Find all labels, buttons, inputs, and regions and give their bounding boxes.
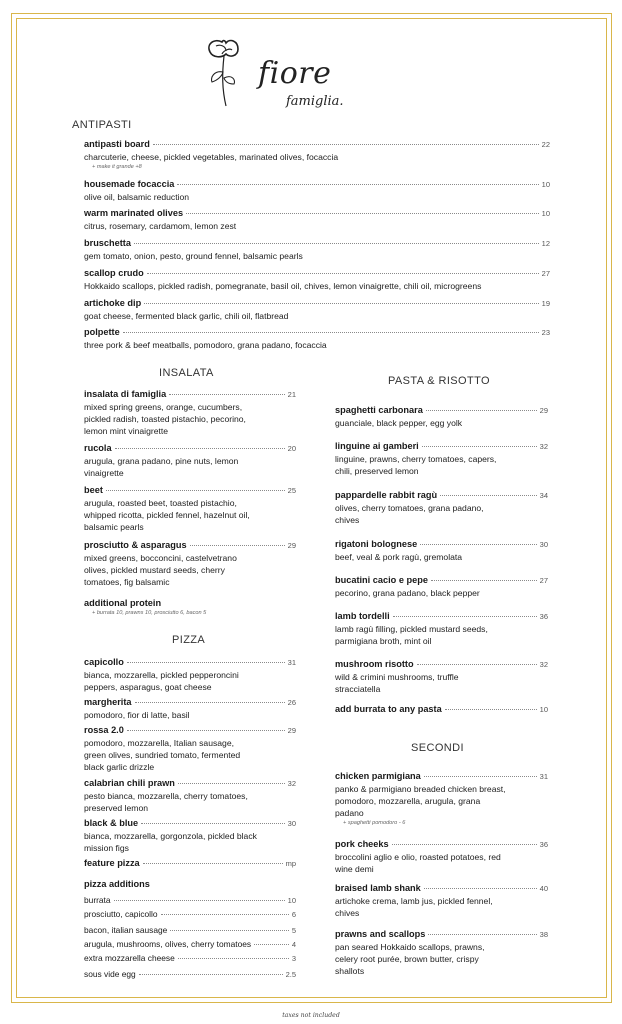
dot-leader [127, 730, 285, 731]
dot-leader [177, 184, 538, 185]
item-description-line: lamb ragù filling, pickled mustard seeds, [335, 624, 488, 634]
item-name: scallop crudo [84, 268, 144, 278]
item-description: three pork & beef meatballs, pomodoro, grana padano, focaccia [84, 340, 327, 350]
addition-name: sous vide egg [84, 969, 136, 979]
item-description-line: olives, pickled mustard seeds, cherry [84, 565, 225, 575]
item-description-line: celery root purée, brown butter, crispy [335, 954, 479, 964]
item-description-line: green olives, sundried tomato, fermented [84, 750, 241, 760]
item-price: 29 [539, 406, 548, 415]
pizza-additions-title [84, 878, 296, 890]
item-name: prawns and scallops [335, 929, 426, 939]
item-description-line: preserved lemon [84, 803, 149, 813]
item-description-line: parmigiana broth, mint oil [335, 636, 432, 646]
item-name: lamb tordelli [335, 611, 390, 621]
item-price: 32 [287, 779, 296, 788]
item-description-line: pomodoro, mozzarella, arugula, grana [335, 796, 481, 806]
addition-name: bacon, italian sausage [84, 925, 168, 935]
addition-name: prosciutto, capicollo [84, 909, 158, 919]
brand-name: fiore [258, 56, 332, 91]
dot-leader [424, 888, 537, 889]
dot-leader [114, 900, 285, 901]
item-name: polpette [84, 327, 120, 337]
menu-item [335, 770, 548, 827]
dot-leader [190, 545, 285, 546]
menu-item [84, 817, 296, 854]
dot-leader [445, 709, 537, 710]
item-name: pork cheeks [335, 839, 389, 849]
menu-item [84, 388, 296, 437]
item-name: beet [84, 485, 103, 495]
menu-item [84, 539, 296, 588]
item-price: 12 [541, 239, 550, 248]
item-name: spaghetti carbonara [335, 405, 423, 415]
menu-item [335, 610, 548, 647]
item-description-line: beef, veal & pork ragù, gremolata [335, 552, 463, 562]
item-description-line: broccolini aglio e olio, roasted potatoes, red [335, 852, 501, 862]
section-title-antipasti: ANTIPASTI [72, 119, 132, 131]
dot-leader [153, 144, 539, 145]
item-description-line: whipped ricotta, pickled fennel, hazelnut oil, [84, 510, 250, 520]
item-price: 29 [287, 726, 296, 735]
item-price: 32 [539, 442, 548, 451]
item-description-line: linguine, prawns, cherry tomatoes, capers, [335, 454, 497, 464]
item-name: black & blue [84, 818, 139, 828]
brand-tagline: famiglia. [286, 94, 344, 109]
item-description-line: lemon mint vinaigrette [84, 426, 169, 436]
item-name: rucola [84, 443, 112, 453]
addition-name: arugula, mushrooms, olives, cherry tomatoes [84, 939, 252, 949]
item-price: 31 [539, 772, 548, 781]
item-price: 27 [541, 269, 550, 278]
item-description-line: mixed greens, bocconcini, castelvetrano [84, 553, 237, 563]
menu-item [84, 857, 296, 870]
item-description-line: shallots [335, 966, 365, 976]
item-price: 29 [287, 541, 296, 550]
item-price: 32 [539, 660, 548, 669]
item-description-line: chives [335, 908, 360, 918]
section-title-pasta: PASTA & RISOTTO [388, 375, 490, 387]
item-description-line: olives, cherry tomatoes, grana padano, [335, 503, 484, 513]
menu-item [84, 207, 550, 232]
menu-item [335, 928, 548, 977]
menu-item [84, 267, 550, 292]
dot-leader [178, 783, 285, 784]
addition-row [84, 925, 296, 936]
item-description-line: peppers, asparagus, goat cheese [84, 682, 212, 692]
menu-item [84, 696, 296, 721]
logo [200, 34, 360, 114]
dot-leader [431, 580, 537, 581]
addition-name: extra mozzarella cheese [84, 953, 175, 963]
item-name: calabrian chili prawn [84, 778, 175, 788]
item-price: mp [285, 859, 296, 868]
menu-item [84, 178, 550, 203]
item-description-line: artichoke crema, lamb jus, pickled fennel, [335, 896, 493, 906]
item-description-line: mission figs [84, 843, 129, 853]
addition-row [84, 909, 296, 920]
item-price: 36 [539, 612, 548, 621]
addition-row [84, 953, 296, 964]
menu-item [335, 703, 548, 716]
item-description: gem tomato, onion, pesto, ground fennel, balsamic pearls [84, 251, 303, 261]
item-description-line: pickled radish, toasted pistachio, pecorino, [84, 414, 246, 424]
item-description-line: panko & parmigiano breaded chicken breast, [335, 784, 506, 794]
item-name: rigatoni bolognese [335, 539, 418, 549]
item-description-line: pesto bianca, mozzarella, cherry tomatoes, [84, 791, 248, 801]
menu-item [335, 440, 548, 477]
dot-leader [254, 944, 289, 945]
menu-item [84, 484, 296, 533]
item-description-line: balsamic pearls [84, 522, 144, 532]
section-title-insalata: INSALATA [159, 367, 214, 379]
menu-item [84, 656, 296, 693]
addition-row [84, 969, 296, 980]
addition-row [84, 895, 296, 906]
menu-item [335, 404, 548, 429]
item-description-line: vinaigrette [84, 468, 124, 478]
item-price: 34 [539, 491, 548, 500]
item-description-line: black garlic drizzle [84, 762, 155, 772]
menu-item [84, 297, 550, 322]
item-name: bruschetta [84, 238, 131, 248]
item-note: + burrata 10, prawns 10, prosciutto 6, bacon 5 [92, 610, 207, 616]
item-price: 31 [287, 658, 296, 667]
addition-price: 2.5 [285, 970, 296, 979]
item-note: + make it grande +8 [92, 164, 142, 170]
item-name: insalata di famiglia [84, 389, 167, 399]
item-price: 30 [287, 819, 296, 828]
dot-leader [424, 776, 537, 777]
item-description-line: wild & crimini mushrooms, truffle [335, 672, 459, 682]
dot-leader [123, 332, 539, 333]
item-description-line: bianca, mozzarella, gorgonzola, pickled black [84, 831, 257, 841]
item-description: goat cheese, fermented black garlic, chili oil, flatbread [84, 311, 289, 321]
footer-note: taxes not included [282, 1012, 340, 1019]
item-price: 26 [287, 698, 296, 707]
addition-price: 5 [291, 926, 296, 935]
dot-leader [426, 410, 537, 411]
item-description-line: chili, preserved lemon [335, 466, 419, 476]
item-description: Hokkaido scallops, pickled radish, pomegranate, basil oil, chives, lemon vinaigrette, chili oil, microgreens [84, 281, 482, 291]
dot-leader [420, 544, 536, 545]
dot-leader [186, 213, 539, 214]
dot-leader [417, 664, 537, 665]
dot-leader [428, 934, 536, 935]
item-name: margherita [84, 697, 132, 707]
item-name: linguine ai gamberi [335, 441, 419, 451]
dot-leader [178, 958, 289, 959]
item-price: 20 [287, 444, 296, 453]
menu-item [84, 724, 296, 773]
item-price: 21 [287, 390, 296, 399]
dot-leader [392, 844, 537, 845]
addition-price: 6 [291, 910, 296, 919]
item-name: additional protein [84, 598, 162, 608]
menu-item [335, 838, 548, 875]
item-description-line: wine demi [335, 864, 374, 874]
dot-leader [127, 662, 285, 663]
item-name: feature pizza [84, 858, 140, 868]
dot-leader [135, 702, 285, 703]
menu-item [84, 326, 550, 351]
item-price: 23 [541, 328, 550, 337]
item-price: 10 [541, 180, 550, 189]
item-price: 40 [539, 884, 548, 893]
dot-leader [170, 930, 288, 931]
menu-item [84, 597, 296, 617]
dot-leader [106, 490, 285, 491]
menu-item [84, 442, 296, 479]
menu-item [84, 237, 550, 262]
item-description: olive oil, balsamic reduction [84, 192, 190, 202]
item-description: charcuterie, cheese, pickled vegetables, marinated olives, focaccia [84, 152, 339, 162]
item-price: 10 [539, 705, 548, 714]
addition-name: burrata [84, 895, 111, 905]
menu-item [335, 489, 548, 526]
item-description-line: arugula, roasted beet, toasted pistachio, [84, 498, 237, 508]
item-name: bucatini cacio e pepe [335, 575, 428, 585]
item-description-line: arugula, grana padano, pine nuts, lemon [84, 456, 239, 466]
dot-leader [139, 974, 283, 975]
pizza-additions-label: pizza additions [84, 879, 150, 889]
item-description-line: pan seared Hokkaido scallops, prawns, [335, 942, 485, 952]
item-description-line: padano [335, 808, 364, 818]
item-name: artichoke dip [84, 298, 142, 308]
dot-leader [422, 446, 537, 447]
item-description-line: guanciale, black pepper, egg yolk [335, 418, 463, 428]
item-name: braised lamb shank [335, 883, 421, 893]
menu-item [335, 882, 548, 919]
item-description-line: stracciatella [335, 684, 381, 694]
item-name: pappardelle rabbit ragù [335, 490, 438, 500]
item-description-line: pomodoro, mozzarella, Italian sausage, [84, 738, 234, 748]
item-name: chicken parmigiana [335, 771, 421, 781]
dot-leader [134, 243, 539, 244]
item-description-line: tomatoes, fig balsamic [84, 577, 170, 587]
menu-item [84, 777, 296, 814]
dot-leader [440, 495, 537, 496]
item-description: citrus, rosemary, cardamom, lemon zest [84, 221, 237, 231]
dot-leader [161, 914, 289, 915]
section-title-pizza: PIZZA [172, 634, 206, 646]
item-price: 27 [539, 576, 548, 585]
menu-item [335, 658, 548, 695]
item-description-line: pecorino, grana padano, black pepper [335, 588, 480, 598]
item-name: capicollo [84, 657, 124, 667]
dot-leader [141, 823, 285, 824]
item-price: 10 [541, 209, 550, 218]
addition-row [84, 939, 296, 950]
item-note: + spaghetti pomodoro - 6 [343, 820, 406, 826]
item-price: 22 [541, 140, 550, 149]
addition-price: 10 [287, 896, 296, 905]
item-name: mushroom risotto [335, 659, 414, 669]
item-description-line: bianca, mozzarella, pickled pepperoncini [84, 670, 239, 680]
dot-leader [115, 448, 285, 449]
menu-item [335, 574, 548, 599]
item-description-line: chives [335, 515, 360, 525]
dot-leader [143, 863, 283, 864]
addition-price: 4 [291, 940, 296, 949]
dot-leader [147, 273, 539, 274]
menu-item [335, 538, 548, 563]
item-name: housemade focaccia [84, 179, 175, 189]
item-name: antipasti board [84, 139, 150, 149]
item-name: prosciutto & asparagus [84, 540, 187, 550]
item-price: 38 [539, 930, 548, 939]
flower-icon [200, 34, 260, 114]
section-title-secondi: SECONDI [411, 742, 464, 754]
item-price: 19 [541, 299, 550, 308]
dot-leader [144, 303, 538, 304]
item-price: 30 [539, 540, 548, 549]
item-name: rossa 2.0 [84, 725, 124, 735]
item-description-line: pomodoro, fior di latte, basil [84, 710, 190, 720]
item-price: 25 [287, 486, 296, 495]
item-description-line: mixed spring greens, orange, cucumbers, [84, 402, 243, 412]
dot-leader [393, 616, 537, 617]
addition-price: 3 [291, 954, 296, 963]
menu-item [84, 138, 550, 171]
item-name: add burrata to any pasta [335, 704, 442, 714]
dot-leader [169, 394, 284, 395]
item-name: warm marinated olives [84, 208, 184, 218]
item-price: 36 [539, 840, 548, 849]
